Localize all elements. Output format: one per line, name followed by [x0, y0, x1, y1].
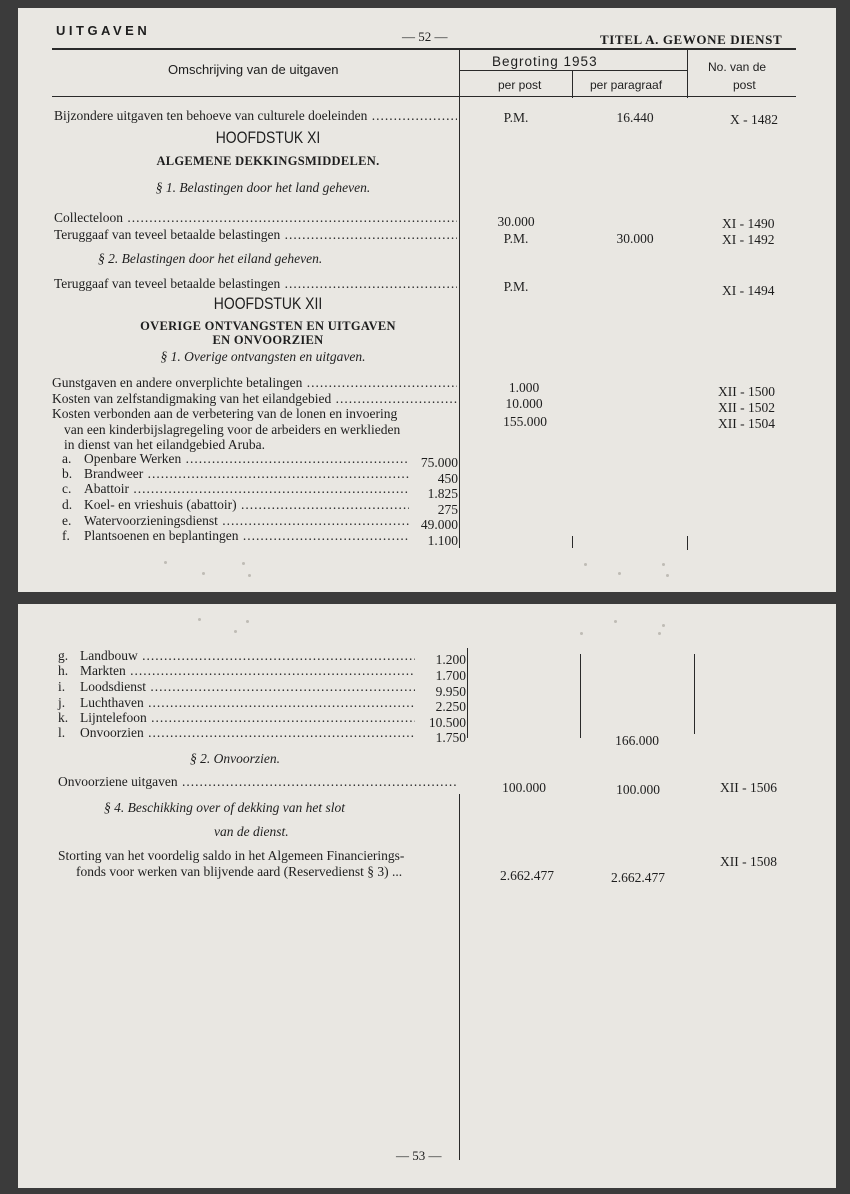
sub-item-g-label: Landbouw .....	[80, 648, 415, 664]
row-teruggaaf-1-per-post: P.M.	[503, 231, 529, 246]
column-rule-3b	[687, 536, 688, 550]
row-storting-per-paragraaf: 2.662.477	[611, 870, 665, 885]
column-rule-1a	[467, 648, 468, 738]
row-zelfstandig-post: XII - 1502	[718, 400, 775, 415]
punch-mark	[666, 574, 669, 577]
sub-item-j-letter: j.	[58, 695, 66, 710]
row-storting-line-2: fonds voor werken van blijvende aard (Reservedienst § 3) ...	[76, 864, 403, 879]
chapter-xi-subtitle: ALGEMENE DEKKINGSMIDDELEN.	[156, 154, 380, 168]
column-rule-2a	[572, 70, 573, 98]
sub-item-f-letter: f.	[62, 528, 70, 543]
row-collecteloon-label: Collecteloon .....	[54, 210, 457, 226]
sub-item-d-letter: d.	[62, 497, 73, 512]
column-rule-2b	[572, 536, 573, 548]
sub-item-e-letter: e.	[62, 513, 72, 528]
row-lonen-per-post: 155.000	[503, 414, 547, 429]
row-zelfstandig-label: Kosten van zelfstandigmaking van het eilandgebied .....	[52, 391, 457, 407]
sub-item-l-label: Onvoorzien .....	[80, 725, 415, 741]
chapter-xii-title: HOOFDSTUK XII	[213, 294, 323, 313]
punch-mark	[164, 561, 167, 564]
sub-item-f-amount: 1.100	[427, 533, 458, 548]
chapter-xii-subtitle-1: OVERIGE ONTVANGSTEN EN UITGAVEN	[140, 319, 396, 333]
row-lonen-post: XII - 1504	[718, 416, 775, 431]
sub-item-h-label: Markten .....	[80, 663, 415, 679]
sub-item-f-label: Plantsoenen en beplantingen .....	[84, 528, 409, 544]
row-lonen-line-1: Kosten verbonden aan de verbetering van de lonen en invoering	[52, 406, 398, 421]
column-per-paragraaf: per paragraaf	[590, 78, 663, 92]
row-zelfstandig-per-post: 10.000	[505, 396, 543, 411]
punch-mark	[614, 620, 617, 623]
header-bottom-rule	[52, 96, 796, 97]
section-2-onvoorzien-heading: § 2. Onvoorzien.	[190, 751, 280, 766]
row-teruggaaf-2-label: Teruggaaf van teveel betaalde belastingen .....	[54, 276, 457, 292]
row-storting-post: XII - 1508	[720, 854, 777, 869]
sub-item-a-amount: 75.000	[420, 455, 458, 470]
row-storting-per-post: 2.662.477	[500, 868, 554, 883]
section-1b-heading: § 1. Overige ontvangsten en uitgaven.	[160, 349, 366, 364]
punch-mark	[202, 572, 205, 575]
row-culturele-per-paragraaf: 16.440	[616, 110, 654, 125]
column-post-no-2: post	[733, 78, 756, 92]
sub-item-g-letter: g.	[58, 648, 69, 663]
section-title: UITGAVEN	[56, 23, 151, 38]
budget-split-rule	[459, 70, 687, 71]
sub-item-h-letter: h.	[58, 663, 69, 678]
row-teruggaaf-1-label: Teruggaaf van teveel betaalde belastingen .....	[54, 227, 457, 243]
section-4-heading-2: van de dienst.	[214, 824, 289, 839]
sub-item-h-amount: 1.700	[435, 668, 466, 683]
punch-mark	[246, 620, 249, 623]
chapter-xii-subtitle-2: EN ONVOORZIEN	[212, 333, 324, 347]
punch-mark	[198, 618, 201, 621]
row-onvoorziene-label: Onvoorziene uitgaven .....	[58, 774, 458, 790]
row-gunstgaven-label: Gunstgaven en andere onverplichte betalingen .....	[52, 375, 457, 391]
page-number: — 52 —	[402, 29, 448, 44]
sub-item-k-amount: 10.500	[428, 715, 466, 730]
punch-mark	[580, 632, 583, 635]
sub-item-c-letter: c.	[62, 481, 72, 496]
sub-item-a-label: Openbare Werken .....	[84, 451, 409, 467]
row-storting-line-1: Storting van het voordelig saldo in het Algemeen Financierings-	[58, 848, 405, 863]
sub-item-e-label: Watervoorzieningsdienst .....	[84, 513, 409, 529]
punch-mark	[242, 562, 245, 565]
row-collecteloon-per-post: 30.000	[497, 214, 535, 229]
sub-item-j-label: Luchthaven .....	[80, 695, 415, 711]
sub-item-d-label: Koel- en vrieshuis (abattoir) .....	[84, 497, 409, 513]
column-budget: Begroting 1953	[492, 54, 598, 69]
punch-mark	[234, 630, 237, 633]
sub-item-d-amount: 275	[437, 502, 458, 517]
page-53	[18, 604, 836, 1188]
column-post-no: No. van de	[708, 60, 767, 74]
row-teruggaaf-2-per-post: P.M.	[503, 279, 529, 294]
row-onvoorziene-per-post: 100.000	[502, 780, 546, 795]
row-culturele-per-post: P.M.	[503, 110, 529, 125]
section-1-total: 166.000	[615, 733, 659, 748]
sub-item-l-letter: l.	[58, 725, 66, 740]
column-rule-3a	[687, 48, 688, 98]
row-gunstgaven-per-post: 1.000	[508, 380, 540, 395]
sub-item-k-letter: k.	[58, 710, 69, 725]
sub-item-l-amount: 1.750	[435, 730, 466, 745]
punch-mark	[618, 572, 621, 575]
sub-item-b-label: Brandweer .....	[84, 466, 409, 482]
sub-item-c-amount: 1.825	[427, 486, 458, 501]
punch-mark	[584, 563, 587, 566]
row-onvoorziene-per-paragraaf: 100.000	[616, 782, 660, 797]
sub-item-i-letter: i.	[58, 679, 66, 694]
row-lonen-line-3: in dienst van het eilandgebied Aruba.	[64, 437, 265, 452]
punch-mark	[248, 574, 251, 577]
page-52	[18, 8, 836, 592]
section-1-heading: § 1. Belastingen door het land geheven.	[155, 180, 371, 195]
chapter-xi-title: HOOFDSTUK XI	[215, 128, 321, 147]
punch-mark	[662, 624, 665, 627]
sub-item-a-letter: a.	[62, 451, 72, 466]
row-collecteloon-post: XI - 1490	[722, 216, 775, 231]
punch-mark	[662, 563, 665, 566]
section-2-heading: § 2. Belastingen door het eiland geheven.	[98, 251, 323, 266]
column-rule-2	[580, 654, 581, 738]
header-top-rule	[52, 48, 796, 50]
sub-item-b-amount: 450	[437, 471, 458, 486]
row-culturele-post: X - 1482	[730, 112, 778, 127]
sub-item-e-amount: 49.000	[420, 517, 458, 532]
sub-item-g-amount: 1.200	[435, 652, 466, 667]
page-header-title: TITEL A. GEWONE DIENST	[600, 32, 783, 47]
sub-item-j-amount: 2.250	[435, 699, 466, 714]
column-rule-1	[459, 48, 460, 548]
sub-item-i-amount: 9.950	[435, 684, 466, 699]
column-per-post: per post	[498, 78, 542, 92]
row-onvoorziene-post: XII - 1506	[720, 780, 777, 795]
row-teruggaaf-1-per-paragraaf: 30.000	[616, 231, 654, 246]
column-description: Omschrijving van de uitgaven	[168, 62, 339, 77]
column-rule-3	[694, 654, 695, 734]
column-rule-1b	[459, 794, 460, 1160]
punch-mark	[658, 632, 661, 635]
row-culturele-label: Bijzondere uitgaven ten behoeve van culturele doeleinden .....	[54, 108, 457, 124]
sub-item-i-label: Loodsdienst .....	[80, 679, 415, 695]
sub-item-c-label: Abattoir .....	[84, 481, 409, 497]
page-number: — 53 —	[396, 1148, 442, 1163]
row-gunstgaven-post: XII - 1500	[718, 384, 775, 399]
section-4-heading-1: § 4. Beschikking over of dekking van het slot	[104, 800, 346, 815]
sub-item-b-letter: b.	[62, 466, 73, 481]
sub-item-k-label: Lijntelefoon .....	[80, 710, 415, 726]
row-teruggaaf-1-post: XI - 1492	[722, 232, 775, 247]
row-lonen-line-2: van een kinderbijslagregeling voor de arbeiders en werklieden	[64, 422, 401, 437]
row-teruggaaf-2-post: XI - 1494	[722, 283, 775, 298]
